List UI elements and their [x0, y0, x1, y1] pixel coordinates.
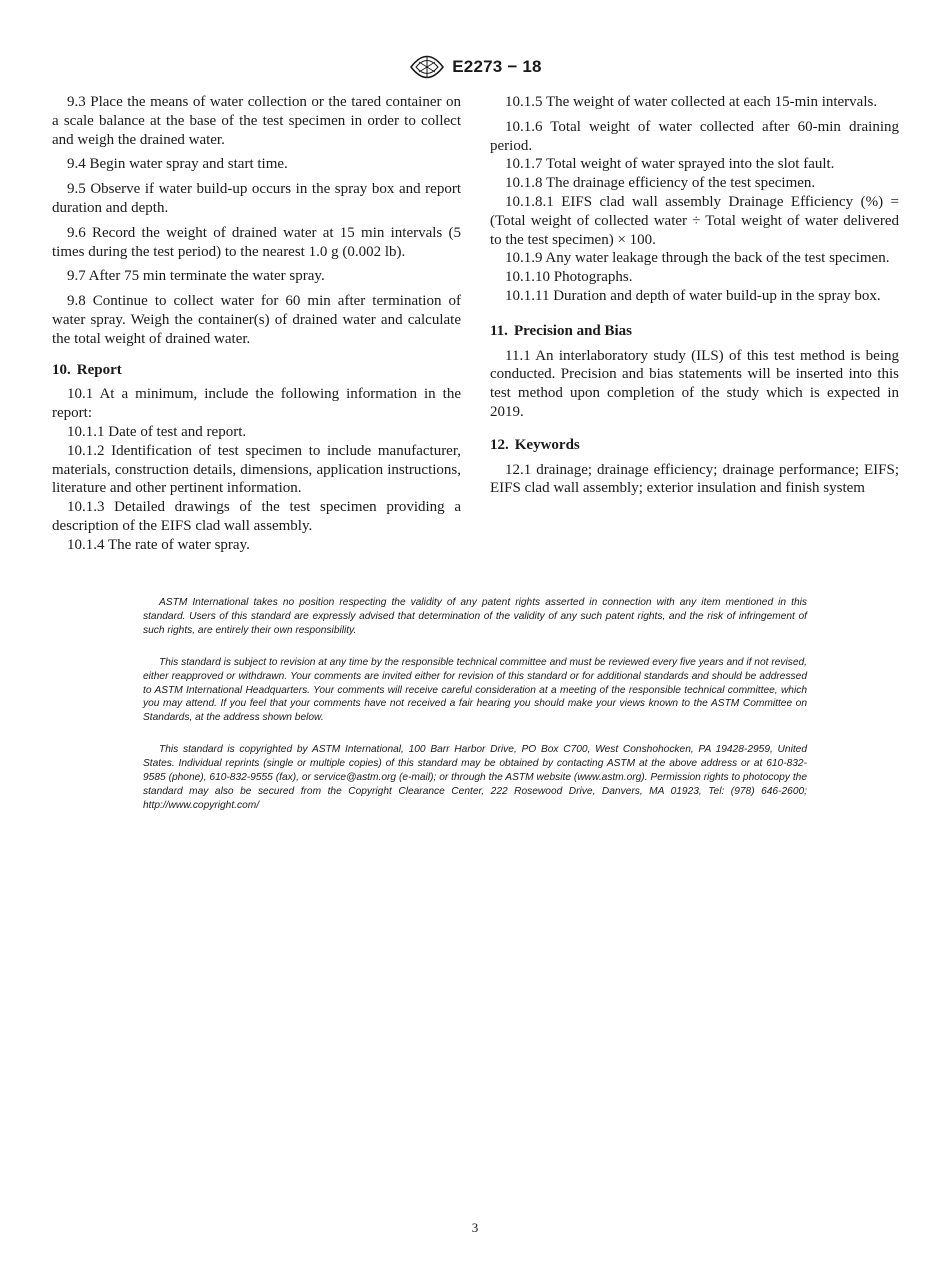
paragraph-9-8: 9.8 Continue to collect water for 60 min after termination of water spray. Weigh the container(s) of drained water and calculate the total weight of drained water. — [52, 293, 461, 347]
legal-notices — [143, 596, 807, 831]
revision-notice: This standard is subject to revision at any time by the responsible technical committee and must be reviewed every five years and if not revised, either reapproved or withdrawn. Your comments are invited either for revision of this standard or for additional standards and should be addressed to ASTM International Headquarters. Your comments will receive careful consideration at a meeting of the responsible technical committee, which you may attend. If you feel that your comments have not received a fair hearing you should make your views known to the ASTM Committee on Standards, at the address shown below. — [143, 656, 807, 724]
paragraph-9-6: 9.6 Record the weight of drained water at 15 min intervals (5 times during the test period) to the nearest 1.0 g (0.002 lb). — [52, 224, 461, 260]
section-heading-keywords — [490, 436, 899, 455]
patent-notice: ASTM International takes no position respecting the validity of any patent rights asserted in connection with any item mentioned in this standard. Users of this standard are expressly advised that determination of the validity of any such patent rights, and the risk of infringement of such rights, are entirely their own responsibility. — [143, 597, 807, 636]
paragraph-9-3: 9.3 Place the means of water collection or the tared container on a scale balance at the base of the test specimen in order to collect and weigh the drained water. — [52, 94, 461, 148]
paragraph-11-1: 11.1 An interlaboratory study (ILS) of this test method is being conducted. Precision and bias statements will be inserted into this test method upon completion of the study which is expected in 2019. — [490, 347, 899, 420]
paragraph-10-1-8: 10.1.8 The drainage efficiency of the test specimen. — [505, 175, 816, 192]
paragraph-10-1-11: 10.1.11 Duration and depth of water build-up in the spray box. — [505, 287, 881, 304]
section-title: Precision and Bias — [513, 322, 633, 339]
paragraph-12-1: 12.1 drainage; drainage efficiency; drainage performance; EIFS; EIFS clad wall assembly; exterior insulation and finish system — [490, 461, 899, 497]
paragraph-10-1-10: 10.1.10 Photographs. — [505, 269, 633, 286]
section-heading-precision-bias — [490, 322, 899, 341]
paragraph-9-5: 9.5 Observe if water build-up occurs in the spray box and report duration and depth. — [52, 181, 461, 216]
paragraph-10-1: 10.1 At a minimum, include the following information in the report: — [52, 386, 461, 422]
paragraph-10-1-5: 10.1.5 The weight of water collected at each 15-min intervals. — [505, 94, 878, 110]
paragraph-10-1-2: 10.1.2 Identification of test specimen to include manufacturer, materials, construction details, dimensions, application instructions, literature and other pertinent information. — [52, 442, 461, 497]
section-number: 12. — [490, 436, 509, 453]
page-header — [0, 52, 950, 82]
paragraph-10-1-8-1: 10.1.8.1 EIFS clad wall assembly Drainage Efficiency (%) = (Total weight of collected water ÷ Total weight of water delivered to the test specimen) × 100. — [490, 193, 899, 248]
paragraph-10-1-4: 10.1.4 The rate of water spray. — [67, 536, 250, 553]
paragraph-9-4: 9.4 Begin water spray and start time. — [67, 156, 288, 173]
left-column — [52, 93, 461, 555]
section-number: 10. — [52, 361, 71, 378]
paragraph-10-1-3: 10.1.3 Detailed drawings of the test specimen providing a description of the EIFS clad wall assembly. — [52, 499, 461, 534]
paragraph-9-7: 9.7 After 75 min terminate the water spray. — [67, 268, 325, 285]
section-title: Report — [76, 361, 122, 378]
paragraph-10-1-6: 10.1.6 Total weight of water collected after 60-min draining period. — [490, 118, 899, 154]
paragraph-10-1-1: 10.1.1 Date of test and report. — [67, 423, 247, 440]
section-title: Keywords — [514, 436, 580, 453]
copyright-notice: This standard is copyrighted by ASTM International, 100 Barr Harbor Drive, PO Box C700, West Conshohocken, PA 19428-2959, United States. Individual reprints (single or multiple copies) of this standard may be obtained by contacting ASTM at the above address or at 610-832-9585 (phone), 610-832-9555 (fax), or service@astm.org (e-mail); or through the ASTM website (www.astm.org). Permission rights to photocopy the standard may also be secured from the Copyright Clearance Center, 222 Rosewood Drive, Danvers, MA 01923, Tel: (978) 646-2600; http://www.copyright.com/ — [143, 744, 807, 811]
right-column — [490, 93, 899, 498]
section-number: 11. — [490, 322, 508, 339]
section-heading-report — [52, 361, 461, 380]
page-number: 3 — [471, 1220, 479, 1235]
standard-designation: E2273 − 18 — [452, 57, 542, 76]
paragraph-10-1-7: 10.1.7 Total weight of water sprayed into the slot fault. — [505, 156, 835, 173]
paragraph-10-1-9: 10.1.9 Any water leakage through the back of the test specimen. — [505, 250, 890, 267]
astm-logo-icon — [408, 52, 446, 82]
